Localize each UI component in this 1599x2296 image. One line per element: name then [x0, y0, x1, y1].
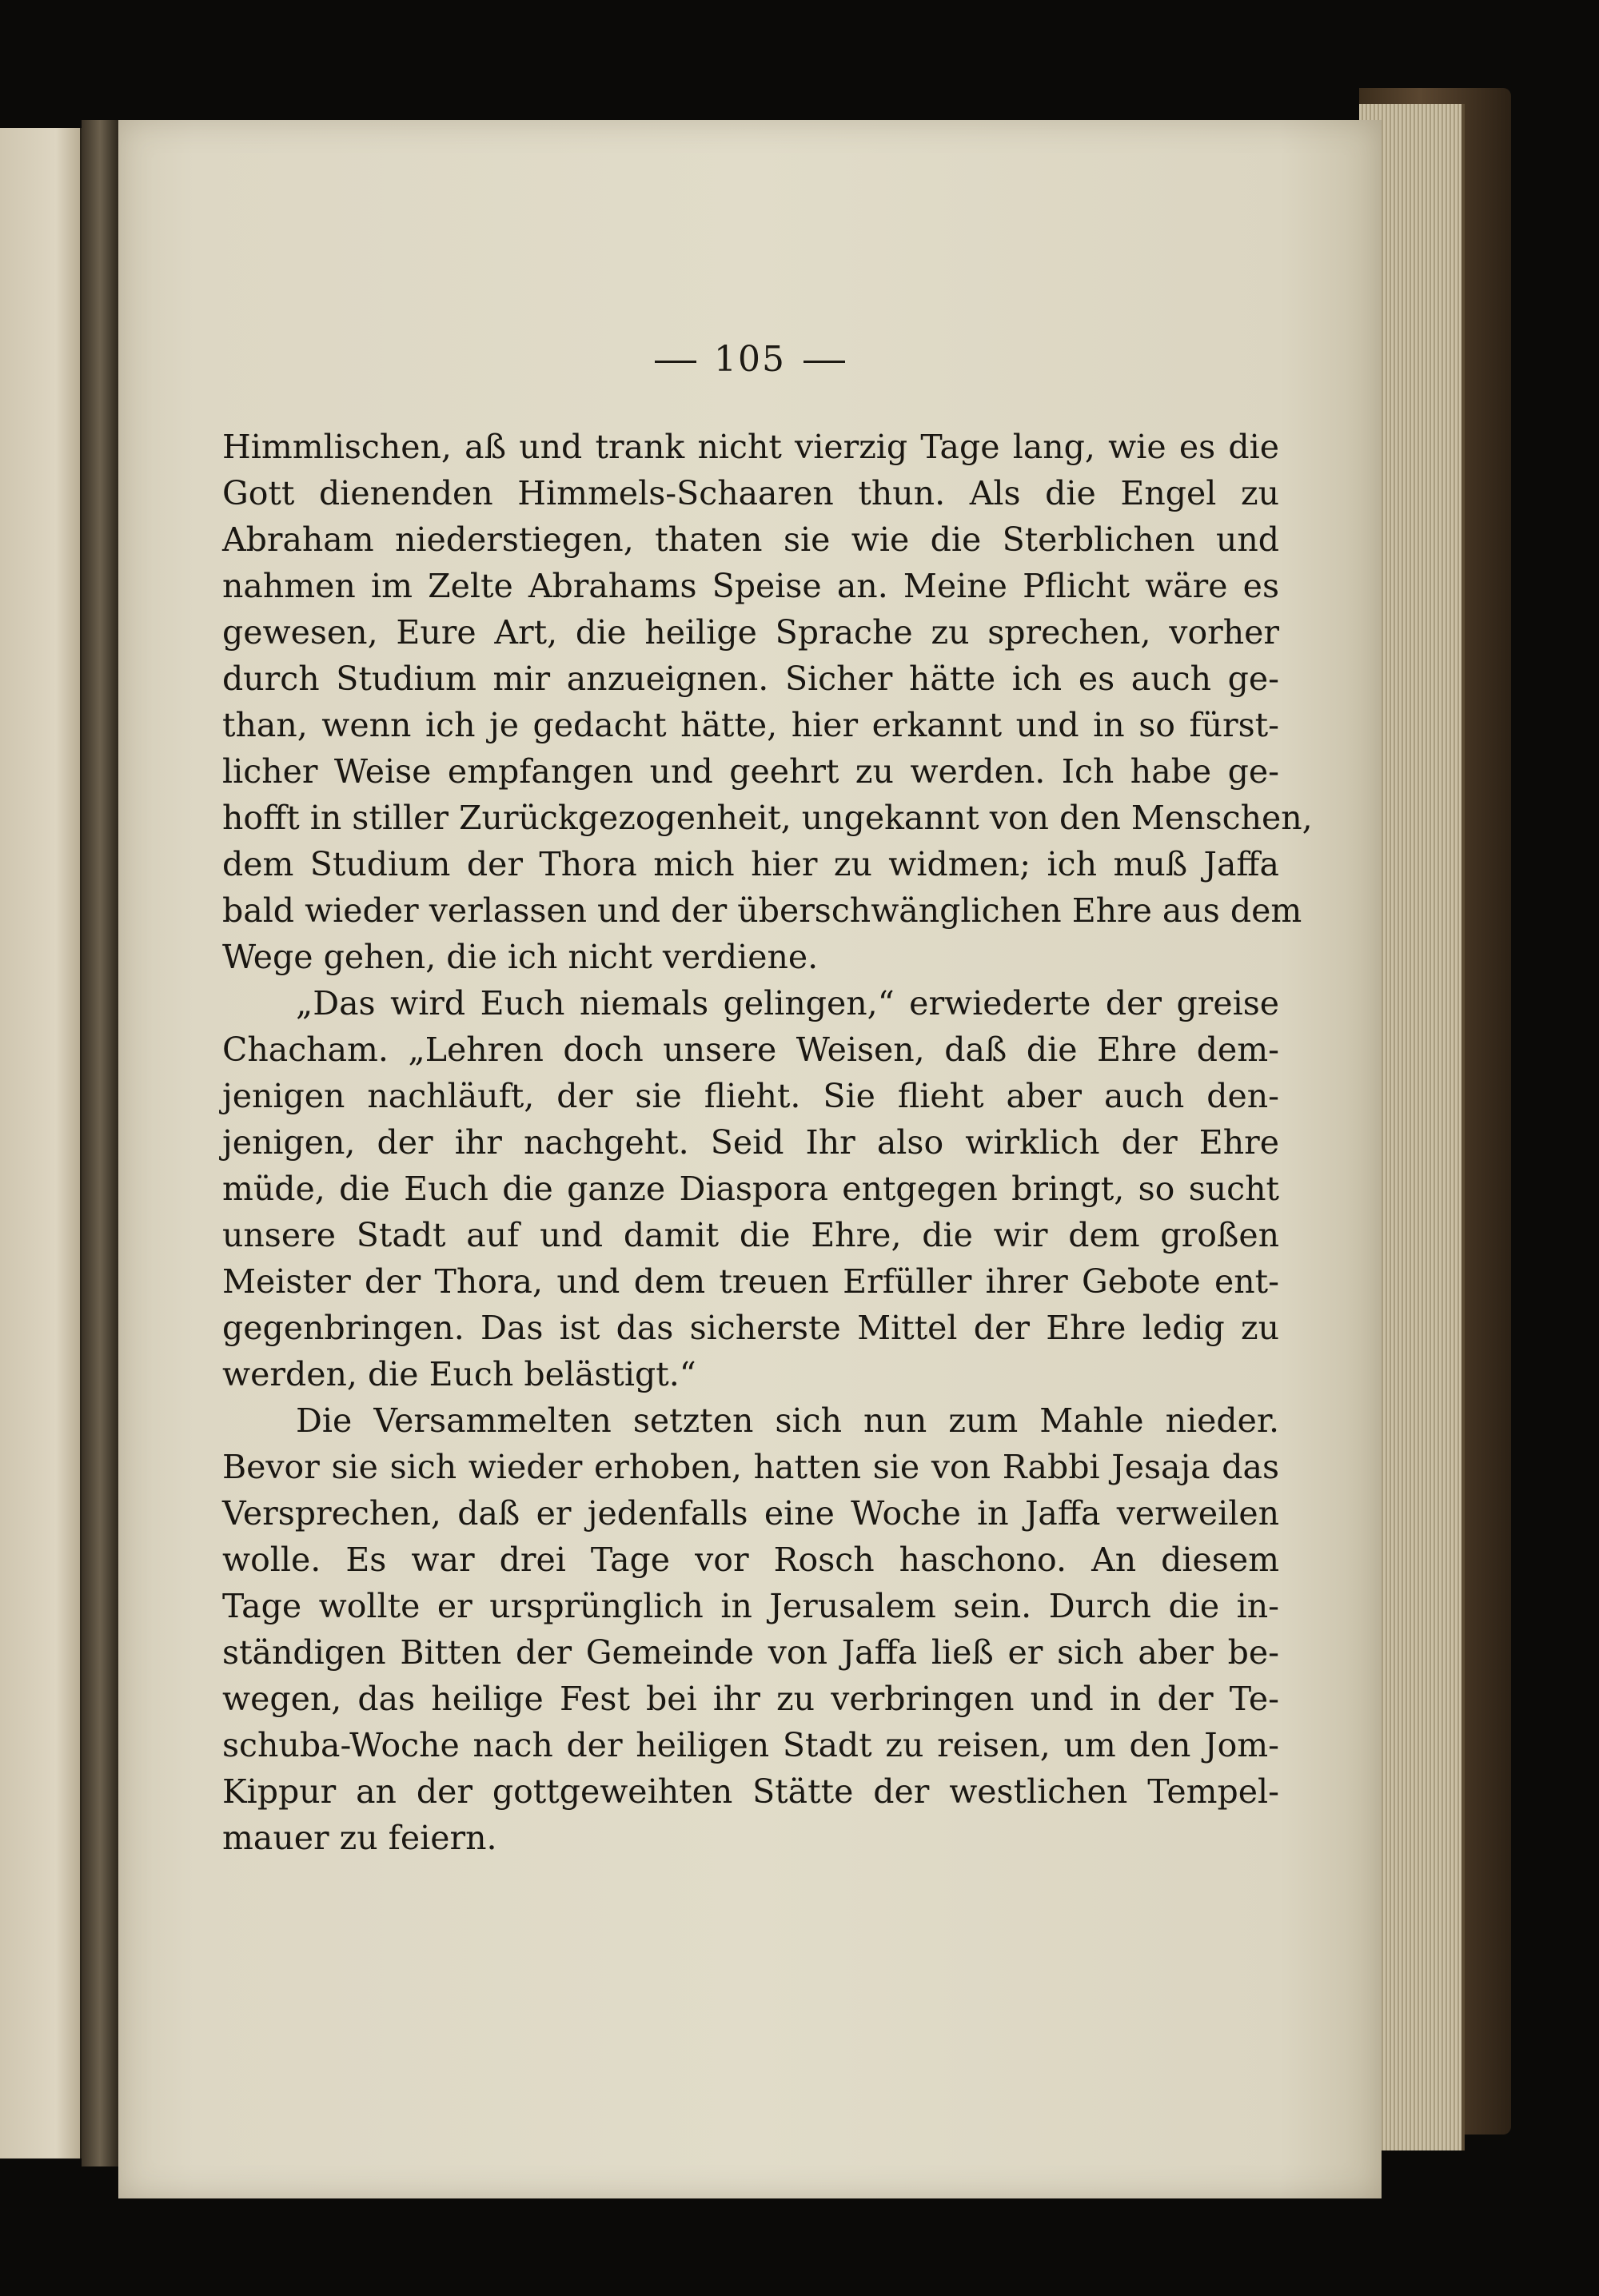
text-line: hofft in stiller Zurückgezogenheit, ungekannt von den Menschen, [222, 799, 1313, 837]
text-line: jenigen nachläuft, der sie flieht. Sie flieht aber auch den- [222, 1077, 1279, 1115]
text-line: mauer zu feiern. [222, 1819, 497, 1857]
text-line: Tage wollte er ursprünglich in Jerusalem sein. Durch die in- [222, 1587, 1279, 1625]
text-line: werden, die Euch belästigt.“ [222, 1355, 696, 1393]
text-line: gegenbringen. Das ist das sicherste Mittel der Ehre ledig zu [222, 1309, 1279, 1347]
paragraph [222, 980, 1279, 1397]
text-line: gewesen, Eure Art, die heilige Sprache zu sprechen, vorher [222, 613, 1279, 652]
text-line: Die Versammelten setzten sich nun zum Mahle nieder. [296, 1401, 1279, 1440]
text-line: Gott dienenden Himmels-Schaaren thun. Als die Engel zu [222, 474, 1279, 512]
text-line: durch Studium mir anzueignen. Sicher hätte ich es auch ge- [222, 660, 1279, 698]
text-line: Kippur an der gottgeweihten Stätte der westlichen Tempel- [222, 1772, 1279, 1811]
page-body-text [222, 424, 1313, 1861]
text-line: ständigen Bitten der Gemeinde von Jaffa ließ er sich aber be- [222, 1633, 1279, 1672]
header-dash-right [803, 361, 845, 363]
previous-page-edge [0, 128, 82, 2158]
text-line: dem Studium der Thora mich hier zu widmen; ich muß Jaffa [222, 845, 1279, 883]
text-line: unsere Stadt auf und damit die Ehre, die wir dem großen [222, 1216, 1279, 1254]
text-line: „Das wird Euch niemals gelingen,“ erwiederte der greise [296, 984, 1279, 1022]
text-line: Versprechen, daß er jedenfalls eine Woche in Jaffa verweilen [222, 1494, 1279, 1533]
text-line: Wege gehen, die ich nicht verdiene. [222, 938, 819, 976]
text-line: Himmlischen, aß und trank nicht vierzig Tage lang, wie es die [222, 428, 1279, 466]
paragraph [222, 424, 1313, 980]
text-line: schuba-Woche nach der heiligen Stadt zu reisen, um den Jom- [222, 1726, 1279, 1764]
book-gutter [82, 120, 118, 2166]
paragraph [222, 1397, 1279, 1861]
page-number-header [118, 339, 1382, 380]
text-line: Abraham niederstiegen, thaten sie wie die Sterblichen und [222, 520, 1279, 559]
text-line: müde, die Euch die ganze Diaspora entgegen bringt, so sucht [222, 1170, 1279, 1208]
text-line: than, wenn ich je gedacht hätte, hier erkannt und in so fürst- [222, 706, 1279, 744]
text-line: nahmen im Zelte Abrahams Speise an. Meine Pflicht wäre es [222, 567, 1279, 605]
book-page [118, 120, 1382, 2198]
text-line: Bevor sie sich wieder erhoben, hatten sie von Rabbi Jesaja das [222, 1448, 1279, 1486]
text-line: licher Weise empfangen und geehrt zu werden. Ich habe ge- [222, 752, 1279, 791]
text-line: wegen, das heilige Fest bei ihr zu verbringen und in der Te- [222, 1680, 1279, 1718]
header-dash-left [655, 361, 696, 363]
text-line: Meister der Thora, und dem treuen Erfüller ihrer Gebote ent- [222, 1262, 1279, 1301]
text-line: jenigen, der ihr nachgeht. Seid Ihr also wirklich der Ehre [222, 1123, 1279, 1162]
page-number: 105 [714, 339, 786, 380]
text-line: Chacham. „Lehren doch unsere Weisen, daß die Ehre dem- [222, 1030, 1279, 1069]
text-line: bald wieder verlassen und der überschwänglichen Ehre aus dem [222, 891, 1302, 930]
text-line: wolle. Es war drei Tage vor Rosch haschono. An diesem [222, 1541, 1279, 1579]
